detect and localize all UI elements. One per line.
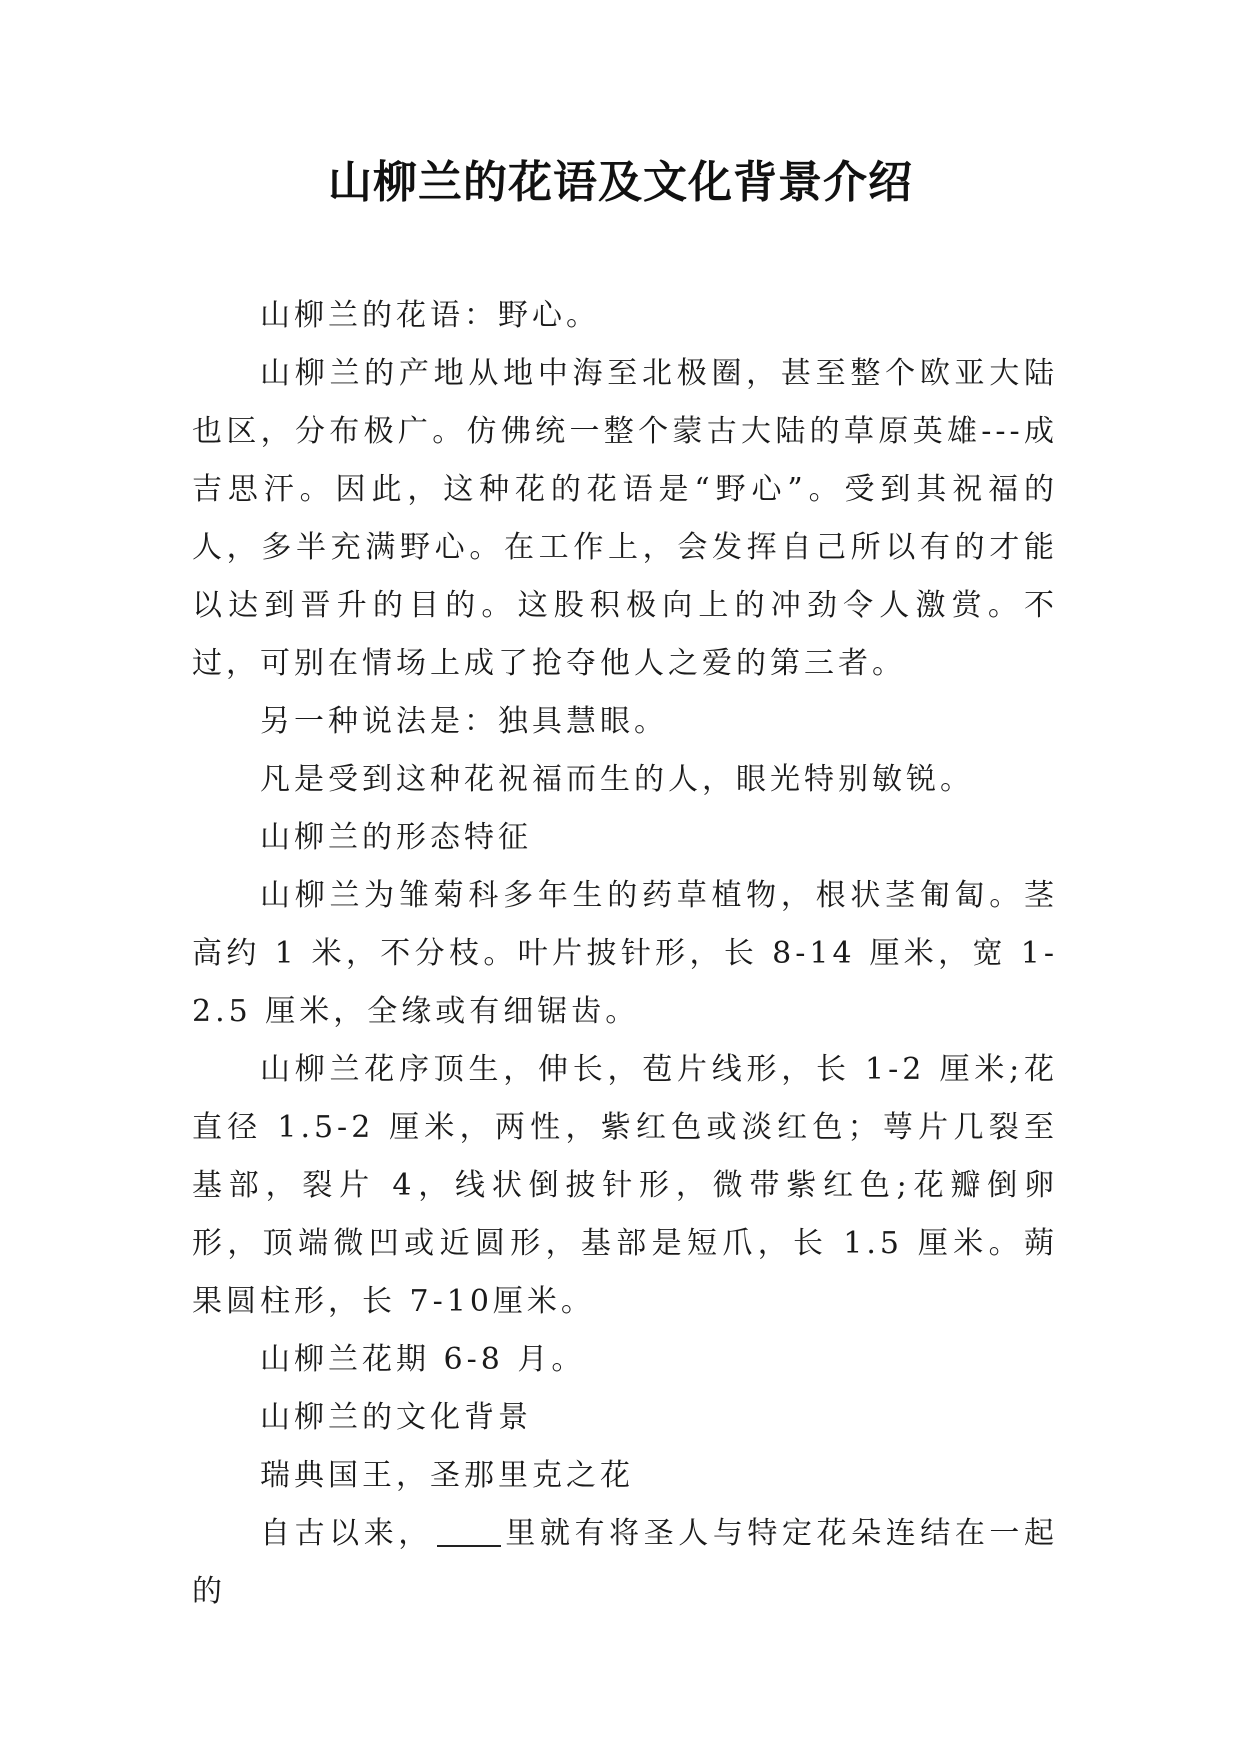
paragraph-saints-flowers: [192, 1505, 1058, 1621]
paragraph-morphology-stem: 山柳兰为雏菊科多年生的药草植物，根状茎匍匐。茎高约 1 米，不分枝。叶片披针形，长 8-14 厘米，宽 1-2.5 厘米，全缘或有细锯齿。: [192, 878, 1058, 1029]
heading-cultural-background: 山柳兰的文化背景: [260, 1400, 532, 1435]
paragraph-alt-meaning: 另一种说法是：独具慧眼。: [260, 704, 668, 739]
paragraph-text-after-blank: 里就有将圣人与特定花朵连结在一起的: [192, 1516, 1059, 1609]
paragraph-origin: 山柳兰的产地从地中海至北极圈，甚至整个欧亚大陆也区，分布极广。仿佛统一整个蒙古大陆的草原英雄---成吉思汗。因此，这种花的花语是“野心”。受到其祝福的人，多半充满野心。在工作上，会发挥自己所以有的才能以达到晋升的目的。这股积极向上的冲劲令人激赏。不过，可别在情场上成了抢夺他人之爱的第三者。: [192, 356, 1058, 681]
heading-morphology: 山柳兰的形态特征: [260, 820, 532, 855]
paragraph-flower-language: 山柳兰的花语：野心。: [260, 298, 600, 333]
fill-in-blank: [437, 1515, 501, 1547]
paragraph-blessing: 凡是受到这种花祝福而生的人，眼光特别敏锐。: [260, 762, 974, 797]
document-body: [192, 287, 1058, 1621]
paragraph-text-before-blank: 自古以来，: [260, 1516, 433, 1551]
paragraph-flowering-period: 山柳兰花期 6-8 月。: [260, 1342, 586, 1377]
paragraph-morphology-flower: 山柳兰花序顶生，伸长，苞片线形，长 1-2 厘米;花直径 1.5-2 厘米，两性，紫红色或淡红色；萼片几裂至基部，裂片 4，线状倒披针形，微带紫红色;花瓣倒卵形，顶端微凹或近圆形，基部是短爪，长 1.5 厘米。蒴果圆柱形，长 7-10厘米。: [192, 1052, 1058, 1319]
subheading-swedish-king: 瑞典国王，圣那里克之花: [260, 1458, 634, 1493]
document-title: 山柳兰的花语及文化背景介绍: [328, 157, 913, 208]
